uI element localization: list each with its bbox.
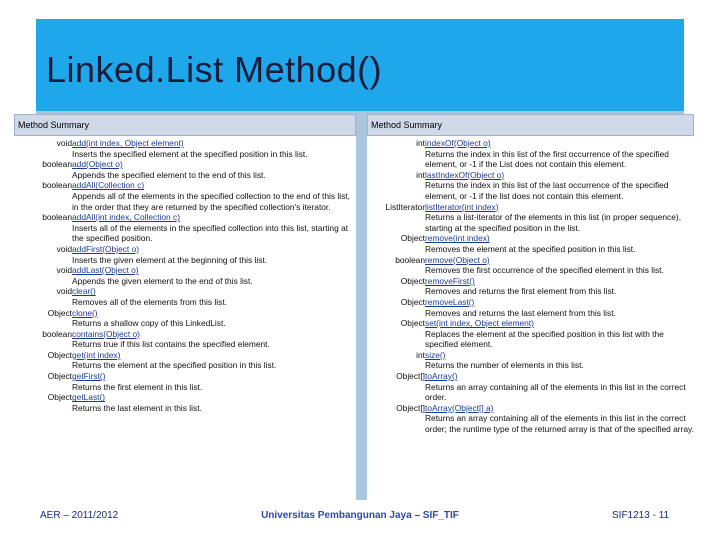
method-row xyxy=(367,202,694,213)
method-signature-link[interactable]: toArray() xyxy=(425,371,458,382)
method-row xyxy=(367,233,694,244)
method-row xyxy=(367,403,694,414)
method-description: Removes all of the elements from this list. xyxy=(72,296,227,307)
method-description: Inserts all of the elements in the specified collection into this list, starting at the specified position. xyxy=(72,222,349,244)
method-signature-link[interactable]: clone() xyxy=(72,307,98,318)
return-type: Object xyxy=(47,307,72,318)
method-signature-link[interactable]: indexOf(Object o) xyxy=(425,138,491,148)
method-signature-link[interactable]: addFirst(Object o) xyxy=(72,243,140,254)
method-signature-link[interactable]: addAll(int index, Collection c) xyxy=(72,212,180,223)
left-method-list xyxy=(14,136,356,413)
return-type: boolean xyxy=(42,212,72,223)
method-entry xyxy=(367,255,694,276)
return-type: Object xyxy=(47,371,72,382)
return-type: int xyxy=(416,138,425,148)
title-bar xyxy=(36,19,684,111)
return-type: void xyxy=(56,265,72,276)
method-signature-link[interactable]: size() xyxy=(425,349,446,360)
return-type: boolean xyxy=(42,180,72,191)
right-summary-header: Method Summary xyxy=(367,114,694,136)
method-description: Removes the element at the specified position in this list. xyxy=(425,243,636,254)
method-entry xyxy=(14,212,356,244)
method-signature-link[interactable]: add(int index, Object element) xyxy=(72,138,184,148)
method-description: Returns the last element in this list. xyxy=(72,402,202,413)
return-type: boolean xyxy=(42,159,72,170)
method-row xyxy=(14,212,356,223)
method-description: Inserts the given element at the beginning of this list. xyxy=(72,254,268,265)
method-entry xyxy=(14,392,356,413)
return-type: Object xyxy=(400,233,425,244)
method-description: Replaces the element at the specified position in this list with the specified element. xyxy=(425,328,664,350)
return-type: boolean xyxy=(42,328,72,339)
method-description: Returns the number of elements in this list. xyxy=(425,360,584,371)
method-entry xyxy=(14,138,356,159)
footer-left: AER – 2011/2012 xyxy=(40,510,119,521)
method-entry xyxy=(367,403,694,435)
method-entry xyxy=(14,371,356,392)
slide-title: Linked.List Method() xyxy=(46,49,383,90)
return-type: boolean xyxy=(395,254,425,265)
method-description: Returns a shallow copy of this LinkedList. xyxy=(72,318,226,329)
method-signature-link[interactable]: add(Object o) xyxy=(72,159,123,170)
method-description: Appends all of the elements in the specified collection to the end of this list, in the order that they are returned by the specified collection's iterator. xyxy=(72,190,350,212)
method-row xyxy=(367,276,694,287)
method-signature-link[interactable]: addAll(Collection c) xyxy=(72,180,145,191)
method-signature-link[interactable]: contains(Object o) xyxy=(72,328,140,339)
method-signature-link[interactable]: getFirst() xyxy=(72,371,106,382)
return-type: Object[] xyxy=(396,371,425,382)
return-type: ListIterator xyxy=(385,201,425,212)
method-description: Returns a list-iterator of the elements in this list (in proper sequence), starting at the specified position in the list. xyxy=(425,212,682,233)
method-row xyxy=(367,138,694,149)
method-entry xyxy=(367,170,694,202)
method-signature-link[interactable]: removeLast() xyxy=(425,296,475,307)
method-row xyxy=(14,350,356,361)
method-row xyxy=(14,180,356,191)
method-entry xyxy=(367,297,694,318)
return-type: Object xyxy=(400,275,425,286)
method-signature-link[interactable]: remove(int index) xyxy=(425,233,490,244)
method-row xyxy=(14,371,356,382)
return-type: void xyxy=(56,286,72,297)
method-description: Returns the first element in this list. xyxy=(72,381,203,392)
method-signature-link[interactable]: clear() xyxy=(72,286,96,297)
method-entry xyxy=(367,233,694,254)
method-description: Returns the index in this list of the first occurrence of the specified element, or -1 if the List does not contain this element. xyxy=(425,148,669,170)
method-entry xyxy=(14,265,356,286)
method-row xyxy=(14,329,356,340)
return-type: Object[] xyxy=(396,402,425,413)
method-row xyxy=(14,392,356,403)
return-type: int xyxy=(416,169,425,180)
left-summary-header: Method Summary xyxy=(14,114,356,136)
footer-right: SIF1213 - 11 xyxy=(612,510,670,521)
method-entry xyxy=(367,202,694,234)
method-signature-link[interactable]: remove(Object o) xyxy=(425,254,490,265)
method-row xyxy=(14,265,356,276)
method-description: Inserts the specified element at the specified position in this list. xyxy=(72,148,308,159)
method-entry xyxy=(14,308,356,329)
method-entry xyxy=(367,276,694,297)
method-signature-link[interactable]: listIterator(int index) xyxy=(425,201,499,212)
method-row xyxy=(14,308,356,319)
method-entry xyxy=(14,159,356,180)
method-entry xyxy=(14,350,356,371)
method-description: Returns true if this list contains the specified element. xyxy=(72,339,270,350)
right-method-summary xyxy=(367,114,694,500)
method-row xyxy=(14,244,356,255)
method-entry xyxy=(367,138,694,170)
left-method-summary xyxy=(14,114,356,500)
method-signature-link[interactable]: set(int index, Object element) xyxy=(425,318,534,329)
method-signature-link[interactable]: lastIndexOf(Object o) xyxy=(425,169,505,180)
return-type: void xyxy=(56,138,72,148)
method-signature-link[interactable]: removeFirst() xyxy=(425,275,475,286)
method-entry xyxy=(14,180,356,212)
method-entry xyxy=(14,329,356,350)
method-description: Returns the index in this list of the last occurrence of the specified element, or -1 if the list does not contain this element. xyxy=(425,180,669,201)
method-row xyxy=(367,371,694,382)
method-row xyxy=(14,159,356,170)
method-row xyxy=(367,318,694,329)
method-description: Removes the first occurrence of the specified element in this list. xyxy=(425,265,664,276)
method-row xyxy=(367,255,694,266)
method-entry xyxy=(367,371,694,403)
method-signature-link[interactable]: getLast() xyxy=(72,392,106,403)
method-entry xyxy=(367,318,694,350)
return-type: Object xyxy=(47,349,72,360)
method-description: Appends the specified element to the end of this list. xyxy=(72,169,266,180)
method-description: Returns an array containing all of the elements in this list in the correct order. xyxy=(425,381,686,403)
method-row xyxy=(14,286,356,297)
method-description: Appends the given element to the end of this list. xyxy=(72,275,253,286)
return-type: Object xyxy=(400,318,425,329)
method-description: Removes and returns the last element from this list. xyxy=(425,307,616,318)
method-signature-link[interactable]: toArray(Object[] a) xyxy=(425,402,494,413)
return-type: Object xyxy=(400,296,425,307)
method-entry xyxy=(14,286,356,307)
method-signature-link[interactable]: addLast(Object o) xyxy=(72,265,139,276)
method-row xyxy=(14,138,356,149)
footer-center: Universitas Pembangunan Jaya – SIF_TIF xyxy=(261,510,459,521)
return-type: Object xyxy=(47,392,72,403)
return-type: int xyxy=(416,349,425,360)
method-row xyxy=(367,170,694,181)
method-description: Returns an array containing all of the elements in this list in the correct order; the runtime type of the returned array is that of the specified array. xyxy=(425,413,694,435)
method-entry xyxy=(14,244,356,265)
method-entry xyxy=(367,350,694,371)
return-type: void xyxy=(56,243,72,254)
right-method-list xyxy=(367,136,694,435)
method-description: Returns the element at the specified position in this list. xyxy=(72,360,277,371)
method-row xyxy=(367,297,694,308)
method-row xyxy=(367,350,694,361)
method-signature-link[interactable]: get(int index) xyxy=(72,349,121,360)
method-description: Removes and returns the first element from this list. xyxy=(425,286,617,297)
